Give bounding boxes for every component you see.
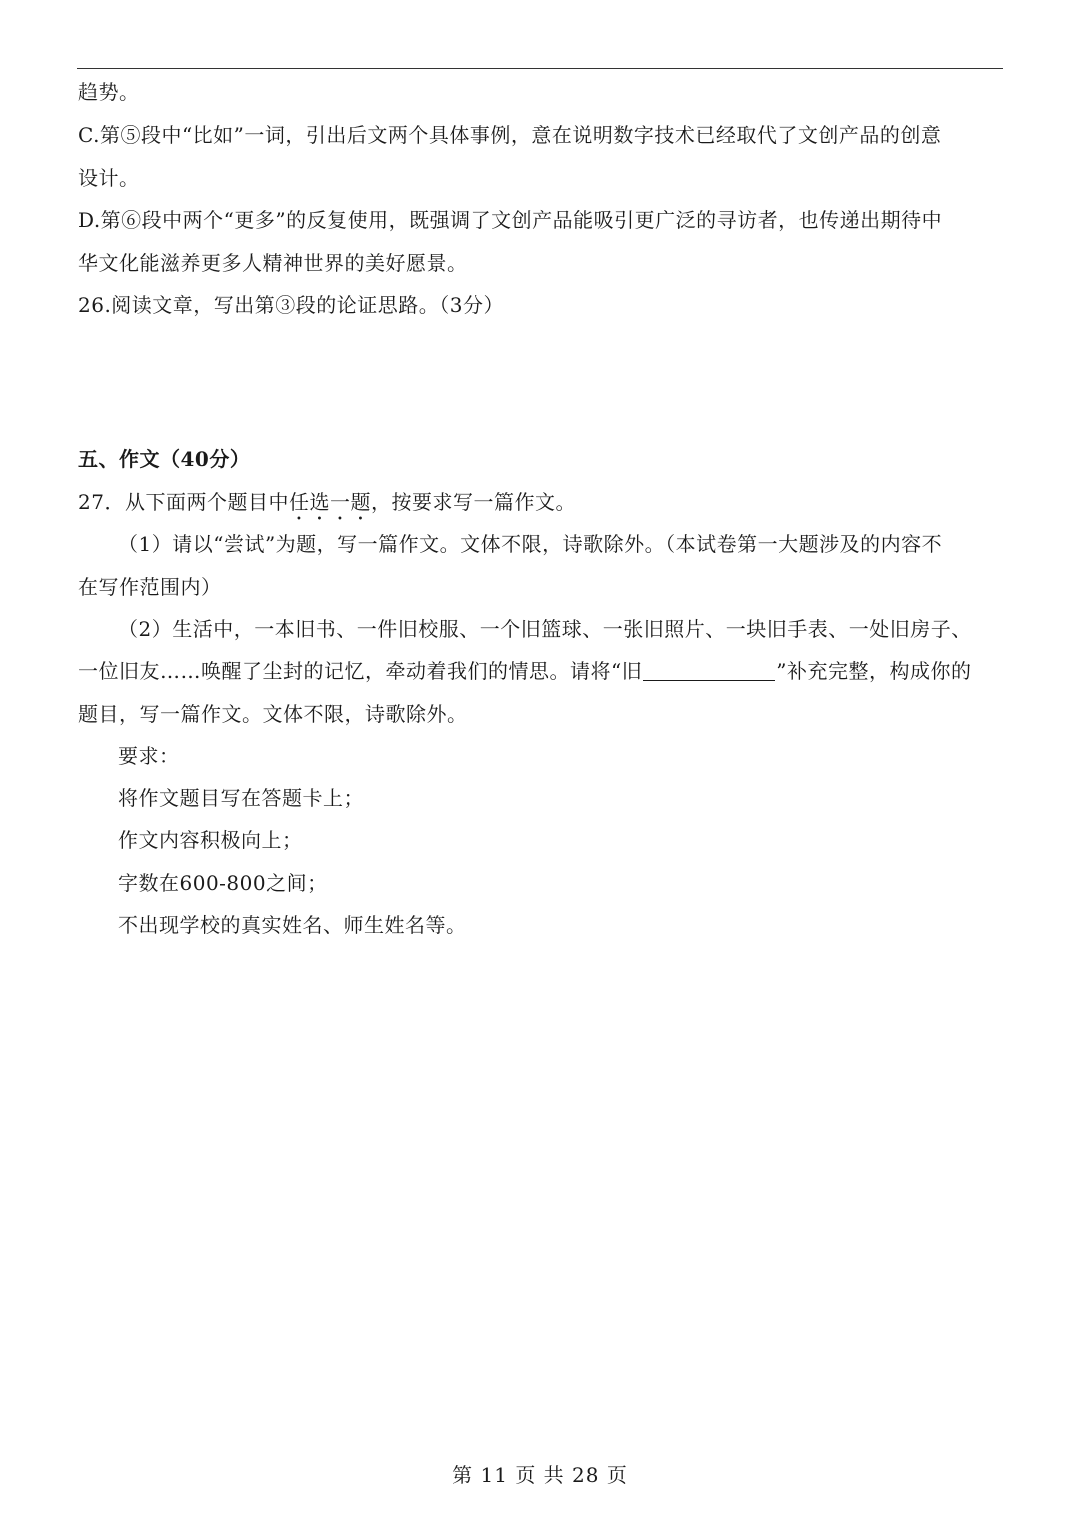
option-c-line-2: 设计。 — [78, 166, 140, 190]
requirement-item: 作文内容积极向上； — [118, 828, 303, 852]
option-d-line-1: D.第⑥段中两个“更多”的反复使用，既强调了文创产品能吸引更广泛的寻访者，也传递出期待中 — [78, 208, 943, 232]
text-line-continuation: 趋势。 — [78, 80, 140, 104]
option-2-line-2-after: ”补充完整，构成你的 — [776, 659, 972, 683]
question-27-suffix: ，按要求写一篇作文。 — [370, 490, 576, 514]
fill-in-blank — [643, 658, 775, 681]
requirement-item: 不出现学校的真实姓名、师生姓名等。 — [118, 913, 467, 937]
option-1-line-1: （1）请以“尝试”为题，写一篇作文。文体不限，诗歌除外。（本试卷第一大题涉及的内容不 — [118, 532, 943, 556]
question-27-prefix: 27．从下面两个题目中 — [78, 490, 289, 514]
page-number: 第 11 页 共 28 页 — [452, 1463, 628, 1487]
requirement-item: 将作文题目写在答题卡上； — [118, 786, 364, 810]
option-2-line-2-before: 一位旧友……唤醒了尘封的记忆，牵动着我们的情思。请将“旧 — [78, 659, 643, 683]
question-26: 26.阅读文章，写出第③段的论证思路。（3分） — [78, 293, 505, 317]
option-2-line-2 — [78, 657, 971, 685]
header-rule — [77, 68, 1003, 69]
section-heading: 五、作文（40分） — [78, 447, 251, 471]
requirements-title: 要求： — [118, 744, 180, 768]
requirement-item: 字数在600-800之间； — [118, 871, 328, 895]
option-d-line-2: 华文化能滋养更多人精神世界的美好愿景。 — [78, 251, 468, 275]
option-2-line-3: 题目，写一篇作文。文体不限，诗歌除外。 — [78, 702, 468, 726]
option-2-line-1: （2）生活中，一本旧书、一件旧校服、一个旧篮球、一张旧照片、一块旧手表、一处旧房子、 — [118, 617, 972, 641]
option-c-line-1: C.第⑤段中“比如”一词，引出后文两个具体事例，意在说明数字技术已经取代了文创产品的创意 — [78, 123, 942, 147]
question-27 — [78, 488, 576, 525]
question-27-emphasis: 任选一题 — [288, 490, 371, 514]
option-1-line-2: 在写作范围内） — [78, 575, 222, 599]
